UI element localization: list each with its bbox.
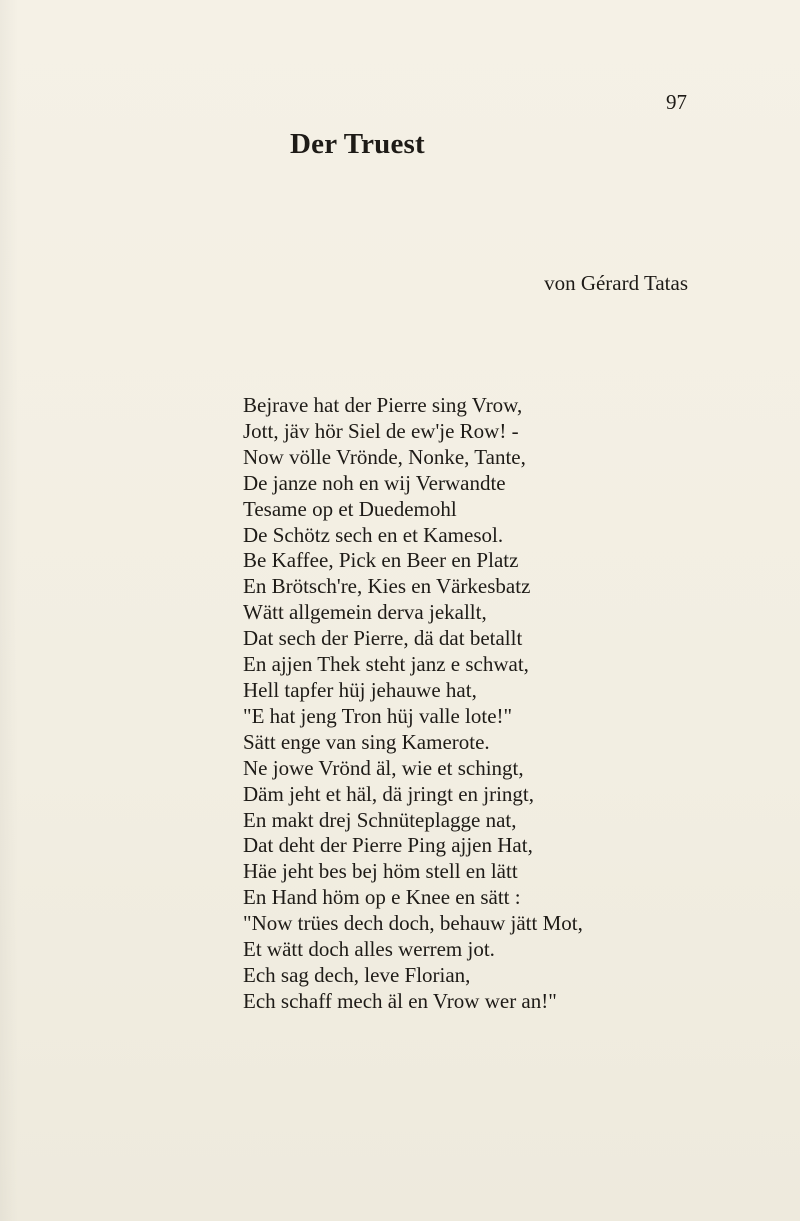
- poem-line: Bejrave hat der Pierre sing Vrow,: [243, 393, 523, 417]
- poem-line: De Schötz sech en et Kamesol.: [243, 522, 504, 547]
- poem-line: Ne jowe Vrönd äl, wie et schingt,: [243, 755, 524, 780]
- poem-line: Häe jeht bes bej höm stell en lätt: [243, 859, 518, 884]
- poem-line: Now völle Vrönde, Nonke, Tante,: [243, 444, 526, 469]
- poem-line: Sätt enge van sing Kamerote.: [243, 729, 490, 754]
- poem-line: Ech sag dech, leve Florian,: [243, 962, 471, 987]
- poem-line: "E hat jeng Tron hüj valle lote!": [243, 703, 513, 728]
- poem-line: "Now trües dech doch, behauw jätt Mot,: [243, 911, 583, 936]
- poem-title: Der Truest: [290, 128, 425, 160]
- poem-line: Däm jeht et häl, dä jringt en jringt,: [243, 781, 535, 806]
- poem-line: En Hand höm op e Knee en sätt :: [243, 885, 521, 910]
- poem-author: von Gérard Tatas: [544, 271, 688, 295]
- poem-line: Ech schaff mech äl en Vrow wer an!": [243, 988, 557, 1013]
- poem-line: En makt drej Schnüteplagge nat,: [243, 807, 517, 832]
- poem-line: De janze noh en wij Verwandte: [243, 470, 506, 495]
- poem-line: Et wätt doch alles werrem jot.: [243, 937, 495, 962]
- show-through-text: [0, 345, 800, 370]
- poem-line: Tesame op et Duedemohl: [243, 496, 457, 521]
- poem-line: Be Kaffee, Pick en Beer en Platz: [243, 548, 519, 573]
- poem-line: Hell tapfer hüj jehauwe hat,: [243, 677, 477, 702]
- poem-line: En ajjen Thek steht janz e schwat,: [243, 652, 529, 677]
- poem-line: Wätt allgemein derva jekallt,: [243, 600, 487, 625]
- poem-line: En Brötsch're, Kies en Värkesbatz: [243, 574, 531, 599]
- poem-line: Dat deht der Pierre Ping ajjen Hat,: [243, 833, 533, 858]
- poem-body: [243, 393, 583, 1015]
- poem-line: Dat sech der Pierre, dä dat betallt: [243, 626, 523, 651]
- page-number: 97: [666, 90, 687, 114]
- poem-line: Jott, jäv hör Siel de ew'je Row! -: [243, 418, 519, 443]
